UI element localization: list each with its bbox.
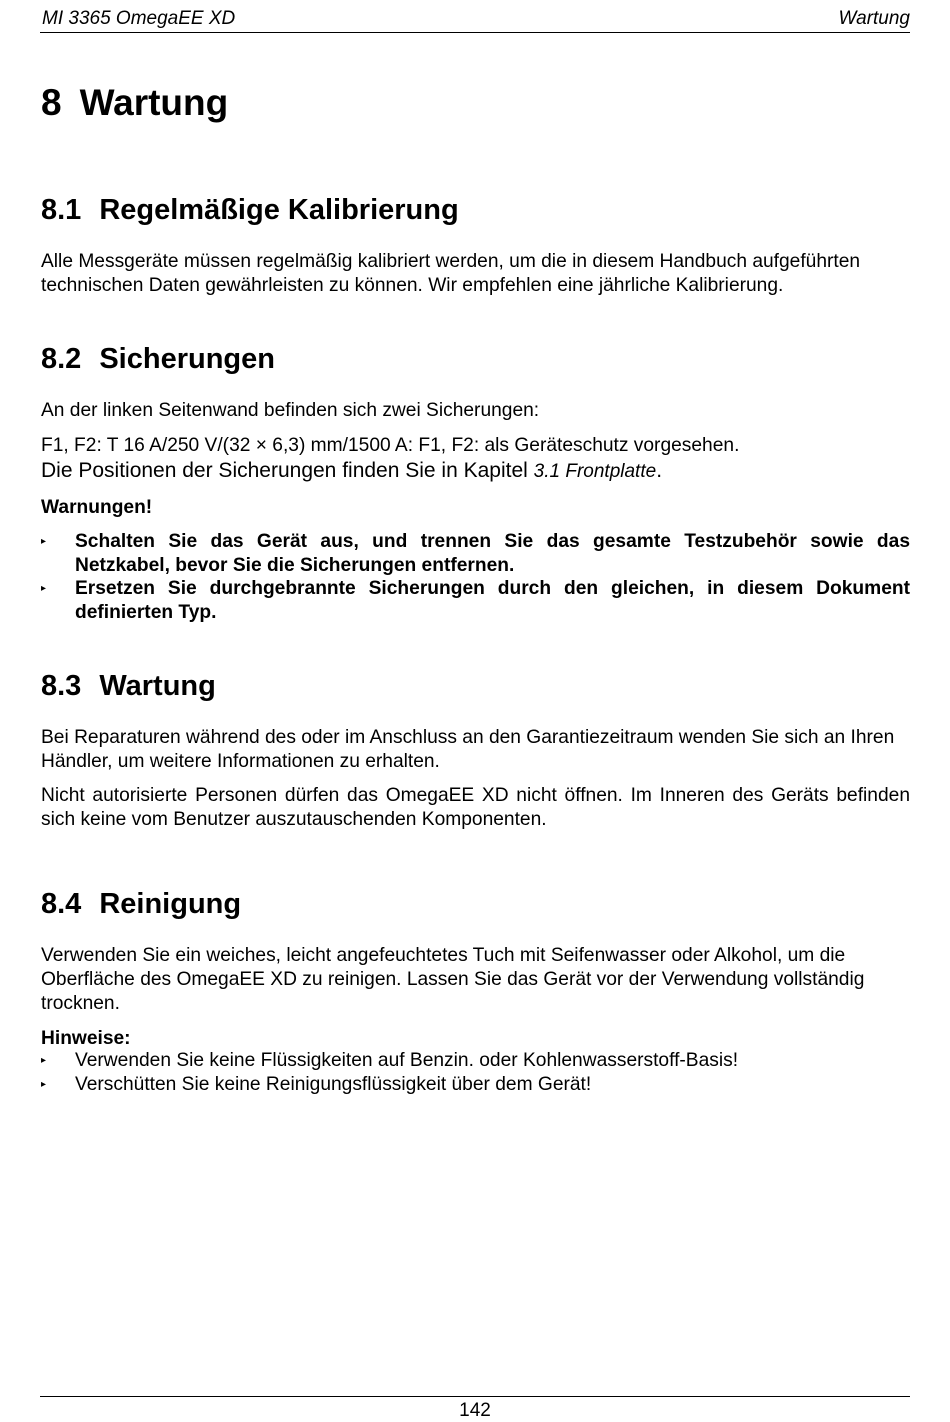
section-heading-8-4 (41, 888, 241, 921)
fuse-position-end: . (656, 459, 663, 482)
chapter-heading (41, 82, 228, 124)
section-title: Reinigung (99, 888, 242, 920)
section-heading-8-2 (41, 343, 275, 376)
note-item (41, 1073, 910, 1097)
warning-text: Schalten Sie das Gerät aus, und trennen Sie das gesamte Testzubehör sowie das Netzkabel, bevor Sie die Sicherungen entfernen. (75, 531, 910, 576)
footer-divider (40, 1396, 910, 1397)
section-number: 8.1 (41, 194, 82, 226)
section-heading-8-1 (41, 194, 459, 227)
note-text: Verschütten Sie keine Reinigungsflüssigkeit über dem Gerät! (75, 1074, 592, 1095)
warning-text: Ersetzen Sie durchgebrannte Sicherungen durch den gleichen, in diesem Dokument definierten Typ. (75, 578, 910, 623)
chapter-title: Wartung (79, 82, 229, 123)
section-number: 8.3 (41, 670, 82, 702)
triangle-right-icon: ▸ (41, 583, 47, 594)
fuses-intro: An der linken Seitenwand befinden sich zwei Sicherungen: (41, 400, 540, 421)
page-header (40, 6, 910, 33)
warning-item (41, 577, 910, 625)
note-item (41, 1049, 910, 1073)
chapter-number: 8 (41, 82, 62, 123)
triangle-right-icon: ▸ (41, 1079, 47, 1090)
calibration-paragraph: Alle Messgeräte müssen regelmäßig kalibriert werden, um die in diesem Handbuch aufgeführten technischen Daten gewährleisten zu können. Wir empfehlen eine jährliche Kalibrierung. (41, 251, 861, 296)
notes-title: Hinweise: (41, 1028, 131, 1049)
page-number: 142 (459, 1400, 491, 1421)
chapter-reference-link[interactable]: 3.1 Frontplatte (533, 461, 657, 482)
cleaning-paragraph: Verwenden Sie ein weiches, leicht angefeuchtetes Tuch mit Seifenwasser oder Alkohol, um die Oberfläche des OmegaEE XD zu reinigen. Lassen Sie das Gerät vor der Verwendung vollständig trocknen. (41, 945, 865, 1014)
note-text: Verwenden Sie keine Flüssigkeiten auf Benzin. oder Kohlenwasserstoff-Basis! (75, 1050, 739, 1071)
section-heading-8-3 (41, 670, 216, 703)
warning-item (41, 530, 910, 578)
section-title: Wartung (99, 670, 216, 702)
warnings-title: Warnungen! (41, 497, 153, 518)
header-document-title: MI 3365 OmegaEE XD (42, 8, 236, 29)
fuse-position-note (41, 459, 910, 484)
triangle-right-icon: ▸ (41, 1055, 47, 1066)
section-title: Regelmäßige Kalibrierung (99, 194, 459, 226)
fuse-position-text: Die Positionen der Sicherungen finden Sie in Kapitel (41, 459, 534, 482)
triangle-right-icon: ▸ (41, 536, 47, 547)
fuse-specification: F1, F2: T 16 A/250 V/(32 × 6,3) mm/1500 A: F1, F2: als Geräteschutz vorgesehen. (41, 435, 740, 456)
header-chapter-title: Wartung (838, 8, 910, 29)
section-number: 8.2 (41, 343, 82, 375)
service-paragraph-repairs: Bei Reparaturen während des oder im Anschluss an den Garantiezeitraum wenden Sie sich an Ihren Händler, um weitere Informationen zu erhalten. (41, 727, 895, 772)
section-title: Sicherungen (99, 343, 275, 375)
service-paragraph-unauthorized: Nicht autorisierte Personen dürfen das OmegaEE XD nicht öffnen. Im Inneren des Geräts befinden sich keine vom Benutzer auszutauschenden Komponenten. (41, 785, 910, 830)
section-number: 8.4 (41, 888, 82, 920)
